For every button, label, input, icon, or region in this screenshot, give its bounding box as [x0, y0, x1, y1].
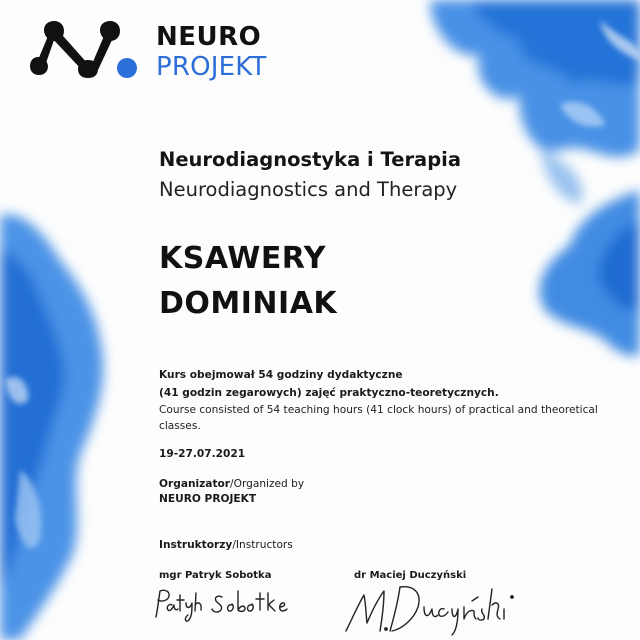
brand-name-line2: PROJEKT: [156, 52, 267, 82]
organizer-label-pl: Organizator: [159, 478, 231, 490]
course-dates: 19-27.07.2021: [159, 448, 246, 460]
signature-maciej-duczynski: [340, 575, 520, 637]
instructors-label-en: /Instructors: [232, 539, 293, 551]
logo-dot: [117, 58, 137, 78]
course-title-en: Neurodiagnostics and Therapy: [159, 178, 458, 201]
neuro-network-logo-icon: [26, 14, 146, 86]
instructors-label-pl: Instruktorzy: [159, 539, 233, 551]
instructors-label: [159, 539, 293, 551]
course-description-pl-line1: Kurs obejmował 54 godziny dydaktyczne: [159, 369, 403, 381]
instructor-name-1: mgr Patryk Sobotka: [159, 570, 272, 581]
recipient-first-name: KSAWERY: [159, 241, 326, 276]
instructor-name-2: dr Maciej Duczyński: [354, 570, 467, 581]
organizer-name: NEURO PROJEKT: [159, 493, 257, 505]
course-description-pl-line2: (41 godzin zegarowych) zajęć praktyczno-teoretycznych.: [159, 387, 499, 399]
course-title-pl: Neurodiagnostyka i Terapia: [159, 148, 462, 171]
course-description-en-line2: classes.: [159, 420, 201, 432]
course-description-en-line1: Course consisted of 54 teaching hours (41 clock hours) of practical and theoretical: [159, 404, 598, 416]
organizer-label: [159, 478, 304, 490]
brand-name-line1: NEURO: [156, 22, 262, 52]
signature-patryk-sobotka: [150, 585, 290, 625]
organizer-label-en: /Organized by: [230, 478, 305, 490]
recipient-last-name: DOMINIAK: [159, 286, 338, 321]
